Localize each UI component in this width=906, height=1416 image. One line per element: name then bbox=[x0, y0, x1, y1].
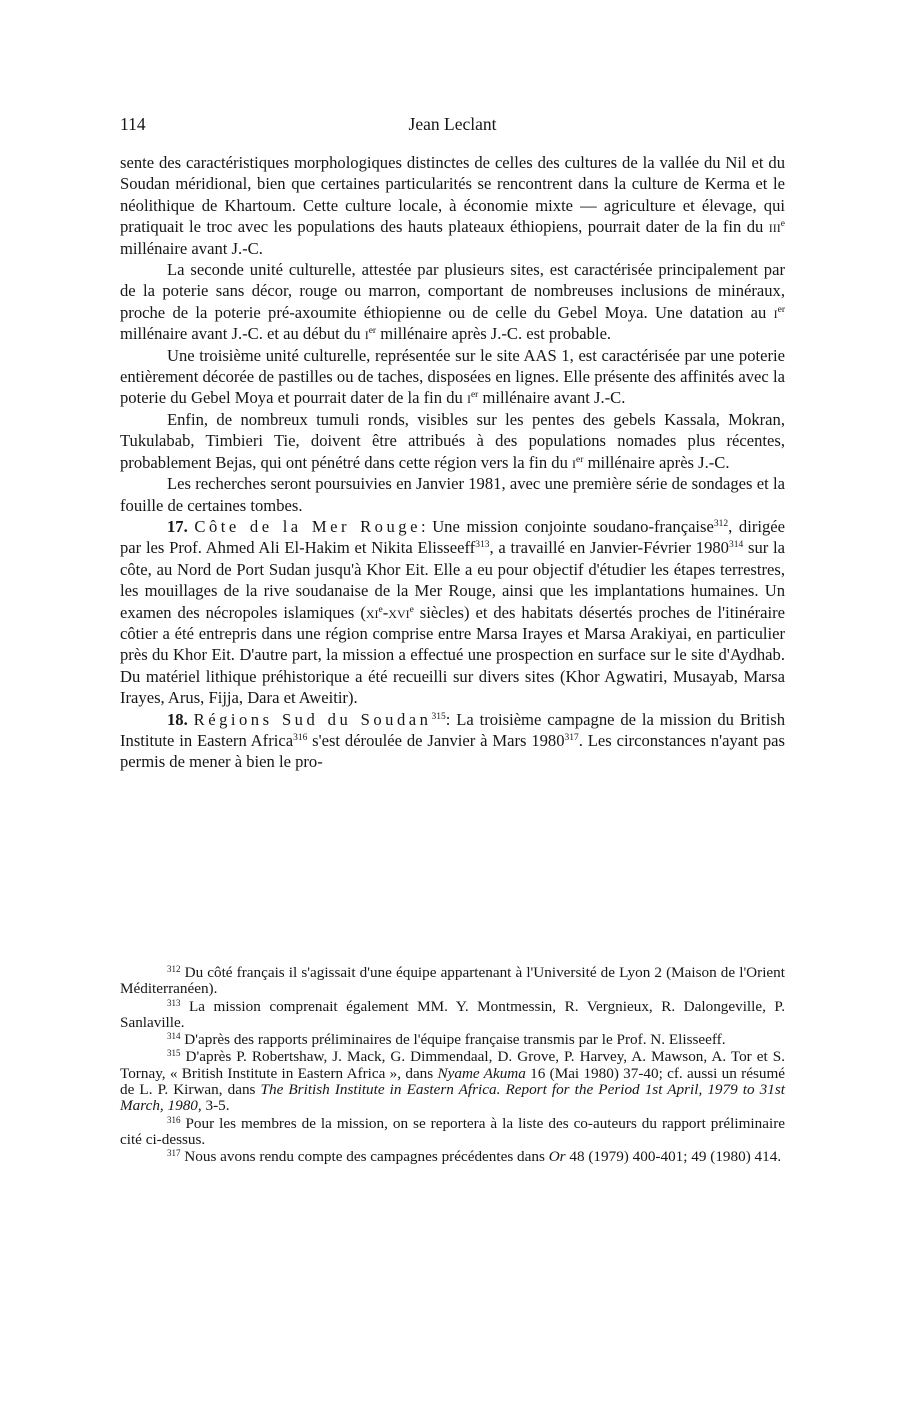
footnote: $^{314}$ D'après des rapports préliminaires de l'équipe française transmis par le Prof. N. Elisseeff. bbox=[167, 1031, 726, 1049]
footnote-ref[interactable]: 313 bbox=[475, 540, 490, 551]
paragraph: Les recherches seront poursuivies en Janvier 1981, avec une première série de sondages et la fouille de certaines tombes. bbox=[120, 474, 785, 515]
section-number: 18. bbox=[167, 709, 188, 729]
page-header bbox=[120, 114, 785, 138]
section-heading: Régions Sud du Soudan bbox=[193, 709, 432, 729]
running-head: Jean Leclant bbox=[408, 114, 497, 134]
paragraph: La seconde unité culturelle, attestée par plusieurs sites, est caractérisée principalement par de la poterie sans décor, rouge ou marron, comportant de nombreuses inclusions de minéraux, proche de la poterie pré-axoumite éthiopienne ou de celle du Gebel Moya. Une datation au $i^{er}$ millénaire avant J.-C. et au début du $i^{er}$ millénaire après J.-C. est probable. bbox=[120, 260, 785, 344]
footnote: $^{317}$ Nous avons rendu compte des campagnes précédentes dans Or 48 (1979) 400-401; 49 (1980) 414. bbox=[167, 1148, 782, 1166]
footnote-number: 316 bbox=[167, 1114, 181, 1125]
footnote: $^{313}$ La mission comprenait également MM. Y. Montmessin, R. Vergnieux, R. Dalongeville, P. Sanlaville. bbox=[120, 997, 785, 1031]
footnote-number: 314 bbox=[167, 1031, 181, 1042]
footnote-number: 313 bbox=[167, 997, 181, 1008]
footnote-ref[interactable]: 314 bbox=[728, 540, 744, 551]
paragraph: Une troisième unité culturelle, représentée sur le site AAS 1, est caractérisée par une poterie entièrement décorée de pastilles ou de taches, disposées en lignes. Elle présente des affinités avec la poterie du Gebel Moya et pourrait dater de la fin du $i^{er}$ millénaire avant J.-C. bbox=[120, 345, 785, 408]
footnote-ref[interactable]: 315 bbox=[431, 711, 446, 722]
footnote-number: 312 bbox=[167, 964, 181, 974]
footnote-ref[interactable]: 316 bbox=[293, 732, 308, 743]
paragraph: Enfin, de nombreux tumuli ronds, visibles sur les pentes des gebels Kassala, Mokran, Tukulabab, Timbieri Tie, doivent être attribués à des populations nomades plus récentes, probablement Bejas, qui ont pénétré dans cette région vers la fin du $i^{er}$ millénaire après J.-C. bbox=[120, 409, 785, 472]
footnote: $^{315}$ D'après P. Robertshaw, J. Mack, G. Dimmendaal, D. Grove, P. Harvey, A. Mawson, A. Tor et S. Tornay, « British Institute in Eastern Africa », dans Nyame Akuma 16 (Mai 1980) 37-40; cf. aussi un résumé de L. P. Kirwan, dans The British Institute in Eastern Africa. Report for the Period 1st April, 1979 to 31st March, 1980, 3-5. bbox=[120, 1048, 786, 1115]
section-17: 17. Côte de la Mer Rouge: Une mission conjointe soudano-française$^{312}$, dirigée par les Prof. Ahmed Ali El-Hakim et Nikita Elisseeff$^{313}$, a travaillé en Janvier-Février 1980$^{314}$ sur la côte, au Nord de Port Sudan jusqu'à Khor Eit. Elle a eu pour objectif d'étudier les étapes terrestres, les mouillages de la rive soudanaise de la Mer Rouge, ainsi que les implantations humaines. Un examen des nécropoles islamiques ($xi^e-xvi^e$ siècles) et des habitats désertés proches de l'itinéraire côtier a été entrepris dans une région comprise entre Marsa Irayes et Marsa Arakiyai, en particulier près du Khor Eit. D'autre part, la mission a effectué une prospection en surface sur le site d'Aydhab. Du matériel lithique préhistorique a été recueilli sur divers sites (Khor Agwatiri, Musayab, Marsa Irayes, Arus, Fijja, Dara et Aweitir). bbox=[120, 516, 785, 708]
paragraph: sente des caractéristiques morphologiques distinctes de celles des cultures de la vallée du Nil et du Soudan méridional, bien que certaines particularités se rencontrent dans la culture de Kerma et le néolithique de Khartoum. Cette culture locale, à économie mixte — agriculture et élevage, qui pratiquait le troc avec les populations des hauts plateaux éthiopiens, pourrait dater de la fin du iii$^e$ millénaire avant J.-C. bbox=[120, 153, 785, 258]
footnote-ref[interactable]: 312 bbox=[713, 518, 729, 529]
section-heading: Côte de la Mer Rouge bbox=[194, 516, 421, 536]
footnote-number: 315 bbox=[167, 1048, 181, 1059]
footnotes bbox=[120, 965, 785, 1167]
footnote: $^{312}$ Du côté français il s'agissait d'une équipe appartenant à l'Université de Lyon 2 (Maison de l'Orient Méditerranéen). bbox=[120, 964, 785, 998]
section-number: 17. bbox=[167, 516, 188, 536]
footnote-ref[interactable]: 317 bbox=[564, 732, 579, 743]
page-number: 114 bbox=[120, 114, 146, 134]
section-18: 18. Régions Sud du Soudan$^{315}$: La troisième campagne de la mission du British Institute in Eastern Africa$^{316}$ s'est déroulée de Janvier à Mars 1980$^{317}$. Les circonstances n'ayant pas permis de mener à bien le pro- bbox=[120, 709, 785, 772]
footnote-number: 317 bbox=[167, 1148, 181, 1159]
footnote: $^{316}$ Pour les membres de la mission, on se reportera à la liste des co-auteurs du rapport préliminaire cité ci-dessus. bbox=[120, 1114, 785, 1148]
main-text bbox=[120, 152, 785, 773]
